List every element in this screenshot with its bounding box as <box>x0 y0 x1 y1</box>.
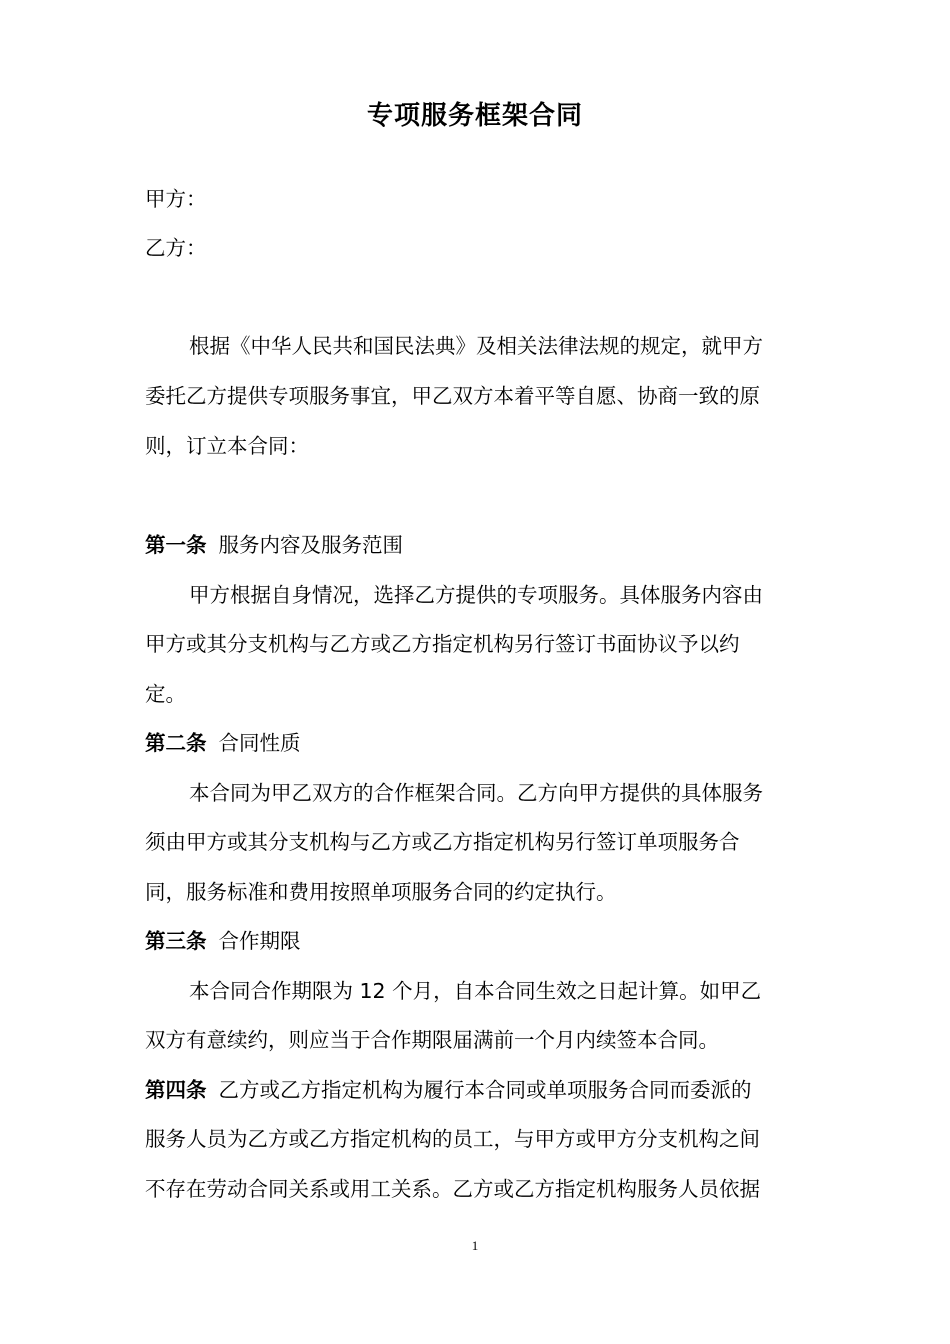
preamble-line: 委托乙方提供专项服务事宜，甲乙双方本着平等自愿、协商一致的原 <box>145 384 760 408</box>
article-heading: 服务内容及服务范围 <box>218 533 403 557</box>
article-line: 双方有意续约，则应当于合作期限届满前一个月内续签本合同。 <box>145 1028 719 1052</box>
article-heading: 合作期限 <box>218 929 301 953</box>
article-number: 第一条 <box>145 533 207 557</box>
party-b-label: 乙方： <box>145 236 207 260</box>
article-line: 不存在劳动合同关系或用工关系。乙方或乙方指定机构服务人员依据 <box>145 1177 760 1201</box>
party-a-label: 甲方： <box>145 187 207 211</box>
article-line: 服务人员为乙方或乙方指定机构的员工，与甲方或甲方分支机构之间 <box>145 1127 760 1151</box>
article-line: 甲方或其分支机构与乙方或乙方指定机构另行签订书面协议予以约 <box>145 632 740 656</box>
document-title: 专项服务框架合同 <box>366 101 583 131</box>
article-1-header <box>145 530 815 560</box>
article-line: 本合同合作期限为 12 个月，自本合同生效之日起计算。如甲乙 <box>189 979 762 1003</box>
article-line: 甲方根据自身情况，选择乙方提供的专项服务。具体服务内容由 <box>189 583 763 607</box>
article-3-header <box>145 926 815 956</box>
preamble-line: 则，订立本合同： <box>145 434 309 458</box>
article-number: 第三条 <box>145 929 207 953</box>
article-line: 本合同为甲乙双方的合作框架合同。乙方向甲方提供的具体服务 <box>189 781 763 805</box>
article-number: 第二条 <box>145 731 207 755</box>
article-number: 第四条 <box>145 1078 207 1102</box>
article-line: 定。 <box>145 682 186 706</box>
article-2-header <box>145 728 815 758</box>
article-line: 须由甲方或其分支机构与乙方或乙方指定机构另行签订单项服务合 <box>145 830 740 854</box>
preamble-line: 根据《中华人民共和国民法典》及相关法律法规的规定，就甲方 <box>189 334 763 358</box>
article-4-header <box>145 1075 815 1105</box>
article-line: 同，服务标准和费用按照单项服务合同的约定执行。 <box>145 880 617 904</box>
article-heading: 乙方或乙方指定机构为履行本合同或单项服务合同而委派的 <box>218 1078 752 1102</box>
page-number: 1 <box>471 1238 479 1253</box>
article-heading: 合同性质 <box>218 731 301 755</box>
